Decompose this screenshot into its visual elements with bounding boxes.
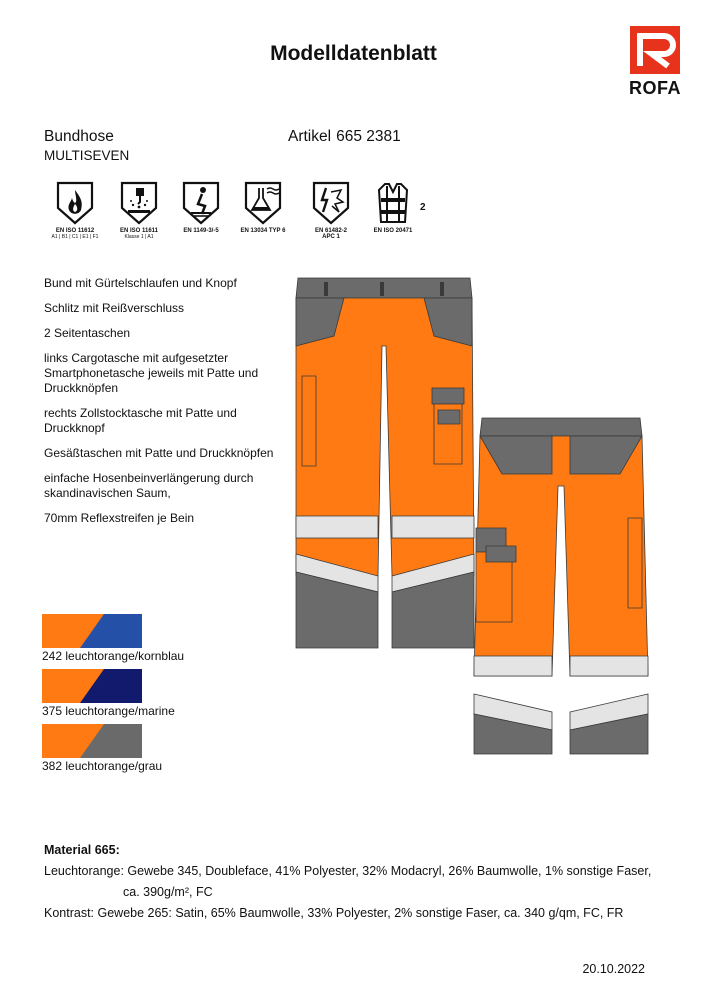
product-info (44, 128, 129, 163)
feature-item: 2 Seitentaschen (44, 326, 131, 340)
feature-item: Gesäßtaschen mit Patte und Druckknöpfen (44, 446, 274, 460)
product-name: Bundhose (44, 128, 114, 145)
cert-en-iso-11611 (108, 180, 170, 240)
cert-label: EN ISO 20471 (373, 228, 413, 234)
color-variant-375 (42, 669, 202, 718)
chemical-icon (243, 180, 283, 226)
material-heading: Material 665: (44, 843, 120, 857)
rofa-logo (622, 22, 688, 100)
cert-detail: A1 | B1 | C1 | E1 | F1 (51, 234, 99, 240)
feature-item: links Cargotasche mit aufgesetzter Smartphonetasche jeweils mit Patte und Druckknöpfen (44, 351, 259, 395)
swatch-242 (42, 614, 142, 648)
article-value: 665 2381 (336, 128, 401, 145)
swatch-382 (42, 724, 142, 758)
cert-en-61482 (300, 180, 362, 240)
cert-detail: APC 1 (322, 234, 340, 240)
cert-detail: Klasse 1 | A1 (124, 234, 154, 240)
feature-item: rechts Zollstocktasche mit Patte und Druckknopf (44, 406, 237, 435)
flame-icon (55, 180, 95, 226)
material-line: Kontrast: Gewebe 265: Satin, 65% Baumwolle, 33% Polyester, 2% sonstige Faser, ca. 340 g/qm, FC, FR (44, 906, 624, 920)
material-line: ca. 390g/m², FC (123, 885, 213, 899)
welding-icon (119, 180, 159, 226)
material-section (44, 840, 684, 924)
hi-vis-vest-icon (373, 180, 413, 226)
rofa-logo-mark (622, 22, 688, 78)
cert-label: EN ISO 11611 (119, 228, 159, 234)
trousers-front-illustration (294, 276, 476, 657)
cert-label: EN 13034 TYP 6 (240, 228, 286, 234)
product-subtitle: MULTISEVEN (44, 148, 130, 163)
article-label: Artikel (288, 128, 332, 145)
color-variant-242 (42, 614, 202, 663)
document-date: 20.10.2022 (582, 962, 645, 976)
color-variant-382 (42, 724, 202, 773)
logo-text: ROFA (628, 78, 681, 98)
cert-en-iso-20471 (362, 180, 424, 234)
swatch-label: 382 leuchtorange/grau (42, 759, 163, 773)
trousers-front-svg (294, 276, 476, 652)
trousers-back-svg (472, 416, 654, 756)
cert-en-iso-11612 (44, 180, 106, 240)
swatch-375 (42, 669, 142, 703)
color-variants (42, 614, 202, 779)
swatch-label: 242 leuchtorange/kornblau (42, 649, 185, 663)
cert-label: EN 1149-3/-5 (183, 228, 219, 234)
cert-label: EN ISO 11612 (55, 228, 95, 234)
certification-row (44, 180, 444, 260)
article-number (288, 128, 401, 146)
hi-vis-class: 2 (420, 202, 426, 213)
page-title: Modelldatenblatt (270, 42, 437, 65)
cert-en-13034 (232, 180, 294, 234)
feature-item: Schlitz mit Reißverschluss (44, 301, 185, 315)
cert-label: EN 61482-2 (314, 228, 348, 234)
feature-item: 70mm Reflexstreifen je Bein (44, 511, 195, 525)
feature-list (44, 276, 284, 536)
feature-item: Bund mit Gürtelschlaufen und Knopf (44, 276, 237, 290)
feature-item: einfache Hosenbeinverlängerung durch skandinavischen Saum, (44, 471, 254, 500)
electrostatic-icon (181, 180, 221, 226)
swatch-label: 375 leuchtorange/marine (42, 704, 175, 718)
cert-en-1149 (170, 180, 232, 234)
arc-flash-icon (311, 180, 351, 226)
trousers-back-illustration (472, 416, 654, 761)
material-line: Leuchtorange: Gewebe 345, Doubleface, 41% Polyester, 32% Modacryl, 26% Baumwolle, 1% sonstige Faser, (44, 864, 652, 878)
